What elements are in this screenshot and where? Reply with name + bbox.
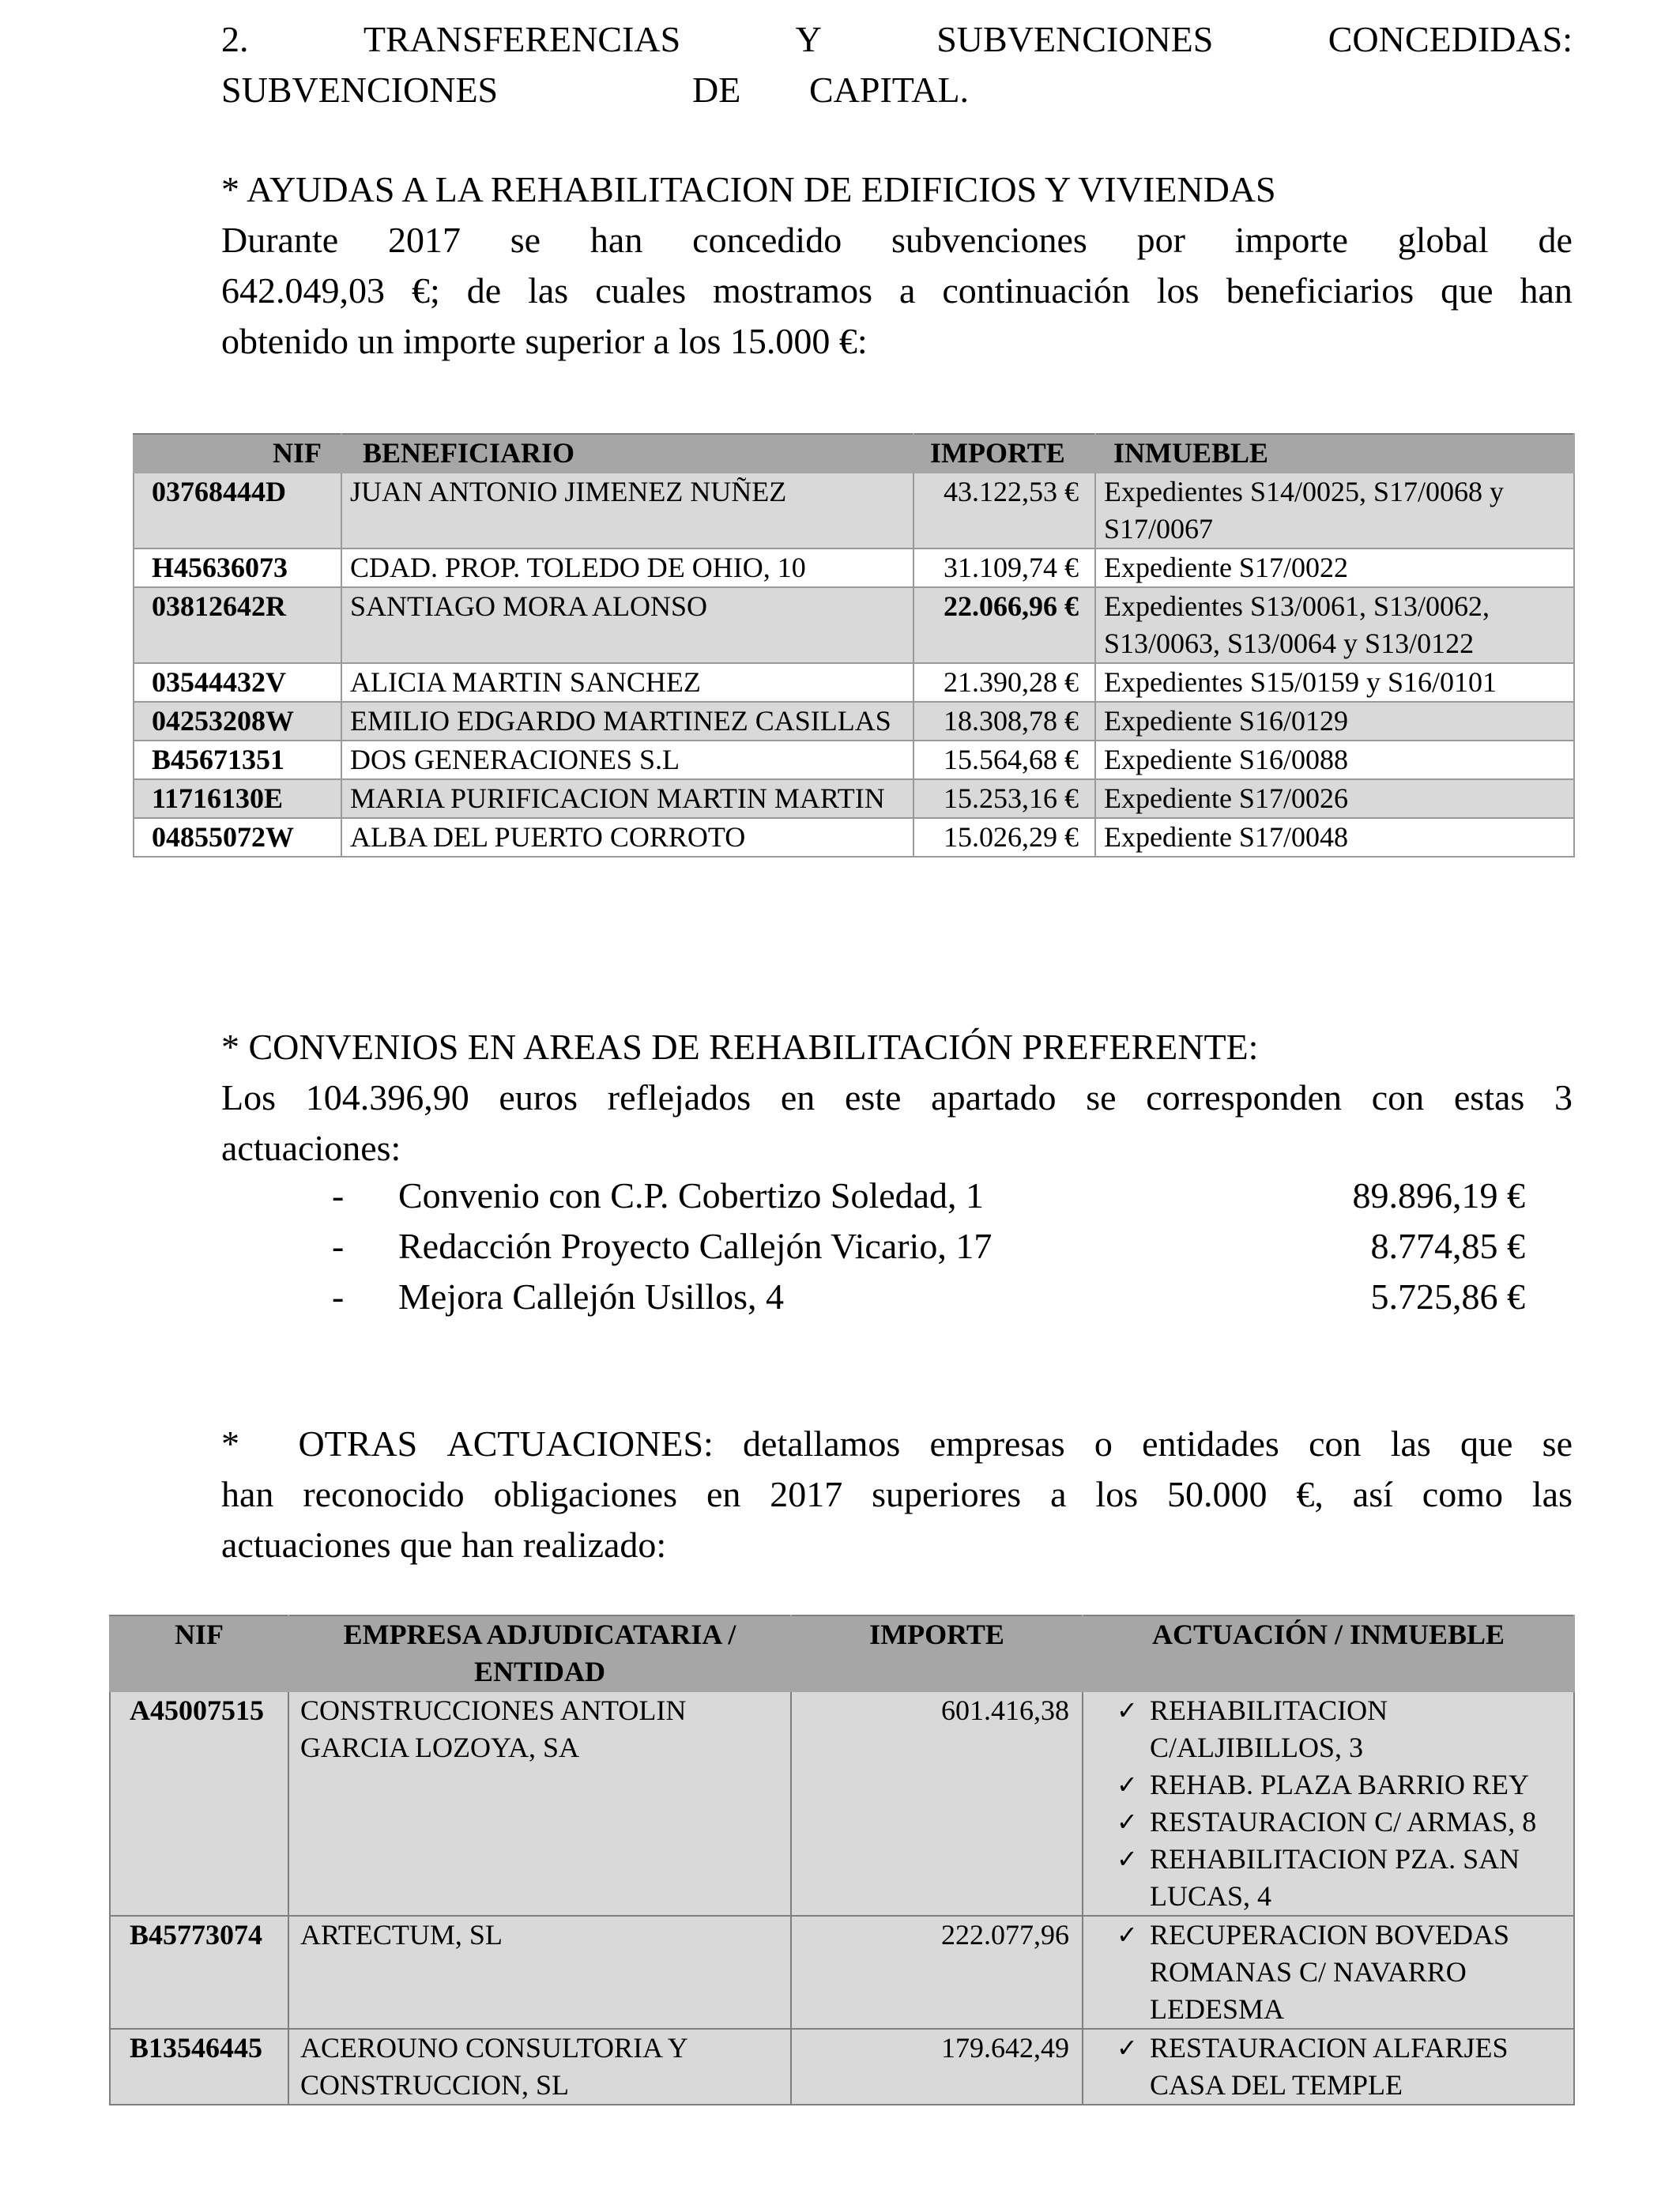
cell-inmueble: Expediente S16/0129 [1095,702,1574,741]
cell-empresa: ARTECTUM, SL [288,1916,791,2029]
header-empresa: EMPRESA ADJUDICATARIA / ENTIDAD [288,1615,791,1691]
cell-importe: 22.066,96 € [913,587,1095,663]
list-item [1117,1692,1562,1766]
actuacion-text: RECUPERACION BOVEDAS ROMANAS C/ NAVARRO LEDESMA [1150,1919,1510,2025]
cell-inmueble: Expedientes S15/0159 y S16/0101 [1095,663,1574,702]
cell-beneficiario: CDAD. PROP. TOLEDO DE OHIO, 10 [341,548,913,587]
actuacion-list [1117,1917,1562,2028]
cell-inmueble: Expediente S17/0022 [1095,548,1574,587]
cell-nif: A45007515 [110,1691,288,1916]
item-name: Convenio con C.P. Cobertizo Soledad, 1 [398,1175,985,1216]
cell-nif: 11716130E [134,779,341,818]
actuacion-text: REHABILITACION C/ALJIBILLOS, 3 [1150,1695,1388,1763]
check-icon: ✓ [1117,2033,1138,2063]
table-row [134,663,1574,702]
otras-line-3: actuaciones que han realizado: [221,1525,667,1565]
list-item [1117,1841,1562,1915]
cell-beneficiario: EMILIO EDGARDO MARTINEZ CASILLAS [341,702,913,741]
ayudas-line-3: obtenido un importe superior a los 15.000 €: [221,321,868,361]
cell-importe: 31.109,74 € [913,548,1095,587]
item-amount: 89.896,19 € [1352,1175,1525,1216]
header-actuacion: ACTUACIÓN / INMUEBLE [1083,1615,1574,1691]
check-icon: ✓ [1117,1844,1138,1874]
cell-empresa: ACEROUNO CONSULTORIA Y CONSTRUCCION, SL [288,2029,791,2105]
cell-inmueble: Expedientes S13/0061, S13/0062, S13/0063, S13/0064 y S13/0122 [1095,587,1574,663]
cell-inmueble: Expedientes S14/0025, S17/0068 y S17/0067 [1095,473,1574,548]
convenios-line-2: actuaciones: [221,1128,401,1168]
ayudas-title: * AYUDAS A LA REHABILITACION DE EDIFICIOS Y VIVIENDAS [221,169,1276,209]
table-row [110,1916,1574,2029]
cell-importe: 15.564,68 € [913,741,1095,779]
item-amount: 5.725,86 € [1370,1276,1525,1317]
cell-actuacion [1083,2029,1574,2105]
list-item [1117,1804,1562,1841]
cell-beneficiario: ALBA DEL PUERTO CORROTO [341,818,913,857]
actuacion-list [1117,1692,1562,1915]
cell-importe: 15.026,29 € [913,818,1095,857]
cell-importe: 179.642,49 [791,2029,1083,2105]
bullet-dash: - [332,1226,345,1266]
list-item [1117,1766,1562,1804]
cell-nif: 03812642R [134,587,341,663]
actuacion-list [1117,2030,1562,2104]
bullet-dash: - [332,1276,345,1317]
otras-line-2: han reconocido obligaciones en 2017 superiores a los 50.000 €, así como las [221,1474,1573,1514]
cell-nif: 04253208W [134,702,341,741]
list-item [1117,1917,1562,2028]
heading-line-1: 2. TRANSFERENCIAS Y SUBVENCIONES CONCEDIDAS: [221,19,1573,59]
bullet-dash: - [332,1175,345,1216]
table-row [134,741,1574,779]
cell-nif: B45773074 [110,1916,288,2029]
cell-nif: 03768444D [134,473,341,548]
table-header-row [110,1615,1574,1691]
cell-beneficiario: JUAN ANTONIO JIMENEZ NUÑEZ [341,473,913,548]
header-inmueble: INMUEBLE [1095,434,1574,473]
check-icon: ✓ [1117,1695,1138,1725]
cell-importe: 43.122,53 € [913,473,1095,548]
cell-nif: 04855072W [134,818,341,857]
table-header-row [134,434,1574,473]
actuacion-text: REHAB. PLAZA BARRIO REY [1150,1769,1530,1800]
cell-inmueble: Expediente S16/0088 [1095,741,1574,779]
convenios-paragraph [221,1072,1573,1174]
cell-beneficiario: DOS GENERACIONES S.L [341,741,913,779]
actuacion-text: RESTAURACION ALFARJES CASA DEL TEMPLE [1150,2032,1509,2101]
table-row [110,2029,1574,2105]
otras-paragraph [221,1419,1573,1570]
cell-inmueble: Expediente S17/0048 [1095,818,1574,857]
table-row [110,1691,1574,1916]
cell-nif: B45671351 [134,741,341,779]
header-nif: NIF [134,434,341,473]
cell-beneficiario: ALICIA MARTIN SANCHEZ [341,663,913,702]
cell-importe: 18.308,78 € [913,702,1095,741]
actuaciones-table [109,1615,1575,2105]
heading-line-2: SUBVENCIONES DE CAPITAL. [221,70,970,110]
ayudas-paragraph [221,215,1573,367]
header-nif: NIF [110,1615,288,1691]
section-heading [221,14,1573,115]
item-name: Mejora Callejón Usillos, 4 [398,1276,785,1317]
header-importe: IMPORTE [913,434,1095,473]
list-item [1117,2030,1562,2104]
cell-actuacion [1083,1691,1574,1916]
check-icon: ✓ [1117,1920,1138,1950]
cell-beneficiario: MARIA PURIFICACION MARTIN MARTIN [341,779,913,818]
table-row [134,779,1574,818]
convenios-line-1: Los 104.396,90 euros reflejados en este apartado se corresponden con estas 3 [221,1077,1573,1118]
table-row [134,702,1574,741]
table-row [134,818,1574,857]
ayudas-line-1: Durante 2017 se han concedido subvenciones por importe global de [221,220,1573,260]
cell-importe: 222.077,96 [791,1916,1083,2029]
cell-importe: 21.390,28 € [913,663,1095,702]
cell-actuacion [1083,1916,1574,2029]
cell-importe: 15.253,16 € [913,779,1095,818]
cell-empresa: CONSTRUCCIONES ANTOLIN GARCIA LOZOYA, SA [288,1691,791,1916]
cell-beneficiario: SANTIAGO MORA ALONSO [341,587,913,663]
beneficiarios-table [133,433,1575,858]
cell-importe: 601.416,38 [791,1691,1083,1916]
item-amount: 8.774,85 € [1370,1226,1525,1266]
table-row [134,548,1574,587]
check-icon: ✓ [1117,1770,1138,1800]
actuacion-text: REHABILITACION PZA. SAN LUCAS, 4 [1150,1843,1520,1912]
cell-inmueble: Expediente S17/0026 [1095,779,1574,818]
item-name: Redacción Proyecto Callejón Vicario, 17 [398,1226,993,1266]
table-row [134,587,1574,663]
otras-line-1: * OTRAS ACTUACIONES: detallamos empresas o entidades con las que se [221,1423,1573,1464]
check-icon: ✓ [1117,1807,1138,1837]
table-row [134,473,1574,548]
cell-nif: 03544432V [134,663,341,702]
convenios-title: * CONVENIOS EN AREAS DE REHABILITACIÓN PREFERENTE: [221,1027,1259,1067]
cell-nif: H45636073 [134,548,341,587]
ayudas-line-2: 642.049,03 €; de las cuales mostramos a continuación los beneficiarios que han [221,270,1573,311]
header-beneficiario: BENEFICIARIO [341,434,913,473]
cell-nif: B13546445 [110,2029,288,2105]
header-importe: IMPORTE [791,1615,1083,1691]
actuacion-text: RESTAURACION C/ ARMAS, 8 [1150,1806,1537,1838]
